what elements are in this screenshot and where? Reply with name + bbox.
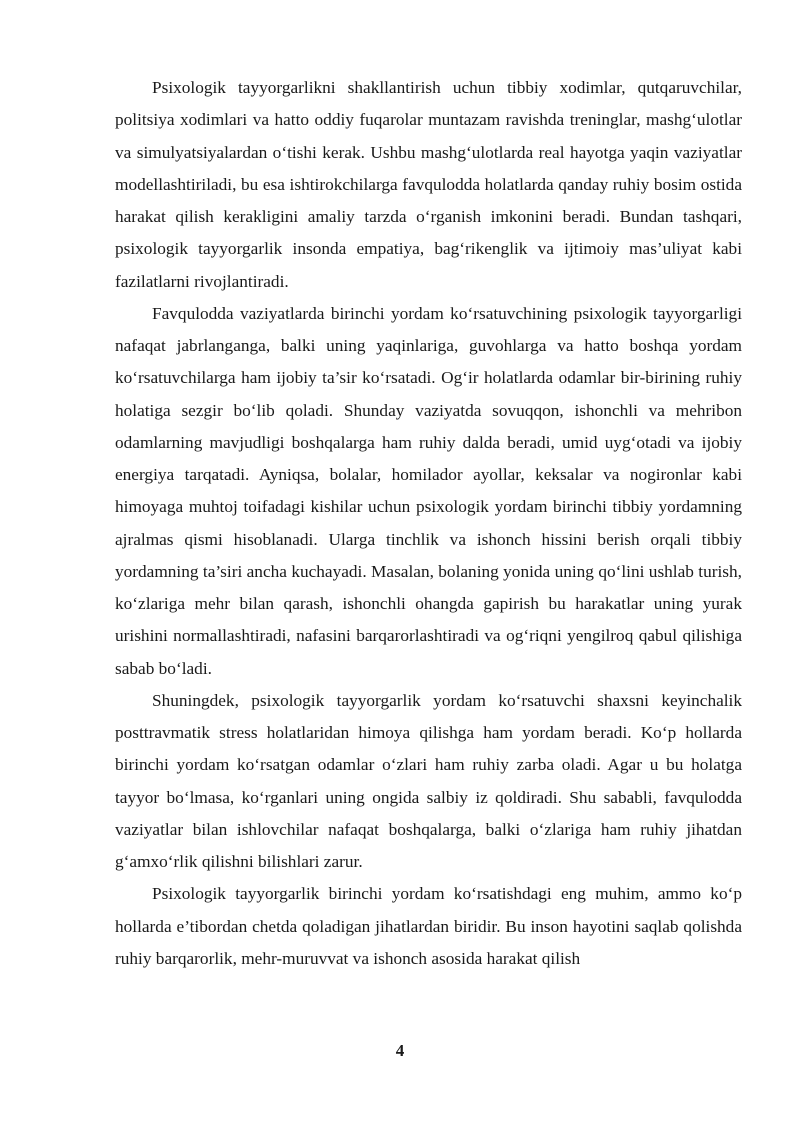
body-text (115, 72, 742, 975)
page-number: 4 (395, 1041, 405, 1060)
paragraph-4: Psixologik tayyorgarlik birinchi yordam ko‘rsatishdagi eng muhim, ammo ko‘p hollarda e’tibordan chetda qoladigan jihatlardan biridir. Bu inson hayotini saqlab qolishda ruhiy barqarorlik, mehr-muruvvat va ishonch asosida harakat qilish (115, 884, 742, 968)
paragraph-3: Shuningdek, psixologik tayyorgarlik yordam ko‘rsatuvchi shaxsni keyinchalik posttravmatik stress holatlaridan himoya qilishga ham yordam beradi. Ko‘p hollarda birinchi yordam ko‘rsatgan odamlar o‘zlari ham ruhiy zarba oladi. Agar u bu holatga tayyor bo‘lmasa, ko‘rganlari uning ongida salbiy iz qoldiradi. Shu sababli, favqulodda vaziyatlar bilan ishlovchilar nafaqat boshqalarga, balki o‘zlariga ham ruhiy jihatdan g‘amxo‘rlik qilishni bilishlari zarur. (115, 690, 742, 871)
paragraph-1: Psixologik tayyorgarlikni shakllantirish uchun tibbiy xodimlar, qutqaruvchilar, politsiya xodimlari va hatto oddiy fuqarolar muntazam ravishda treninglar, mashg‘ulotlar va simulyatsiyalardan o‘tishi kerak. Ushbu mashg‘ulotlarda real hayotga yaqin vaziyatlar modellashtiriladi, bu esa ishtirokchilarga favqulodda holatlarda qanday ruhiy bosim ostida harakat qilish kerakligini amaliy tarzda o‘rganish imkonini beradi. Bundan tashqari, psixologik tayyorgarlik insonda empatiya, bag‘rikenglik va ijtimoiy mas’uliyat kabi fazilatlarni rivojlantiradi. (115, 78, 742, 291)
paragraph-2: Favqulodda vaziyatlarda birinchi yordam ko‘rsatuvchining psixologik tayyorgarligi nafaqat jabrlanganga, balki uning yaqinlariga, guvohlarga va hatto boshqa yordam ko‘rsatuvchilarga ham ijobiy ta’sir ko‘rsatadi. Og‘ir holatlarda odamlar bir-birining ruhiy holatiga sezgir bo‘lib qoladi. Shunday vaziyatda sovuqqon, ishonchli va mehribon odamlarning mavjudligi boshqalarga ham ruhiy dalda beradi, umid uyg‘otadi va ijobiy energiya tarqatadi. Ayniqsa, bolalar, homilador ayollar, keksalar va nogironlar kabi himoyaga muhtoj toifadagi kishilar uchun psixologik yordam birinchi tibbiy yordamning ajralmas qismi hisoblanadi. Ularga tinchlik va ishonch hissini berish orqali tibbiy yordamning ta’siri ancha kuchayadi. Masalan, bolaning yonida uning qo‘lini ushlab turish, ko‘zlariga mehr bilan qarash, ishonchli ohangda gapirish bu harakatlar uning yurak urishini normallashtiradi, nafasini barqarorlashtiradi va og‘riqni yengilroq qabul qilishiga sabab bo‘ladi. (115, 303, 742, 678)
